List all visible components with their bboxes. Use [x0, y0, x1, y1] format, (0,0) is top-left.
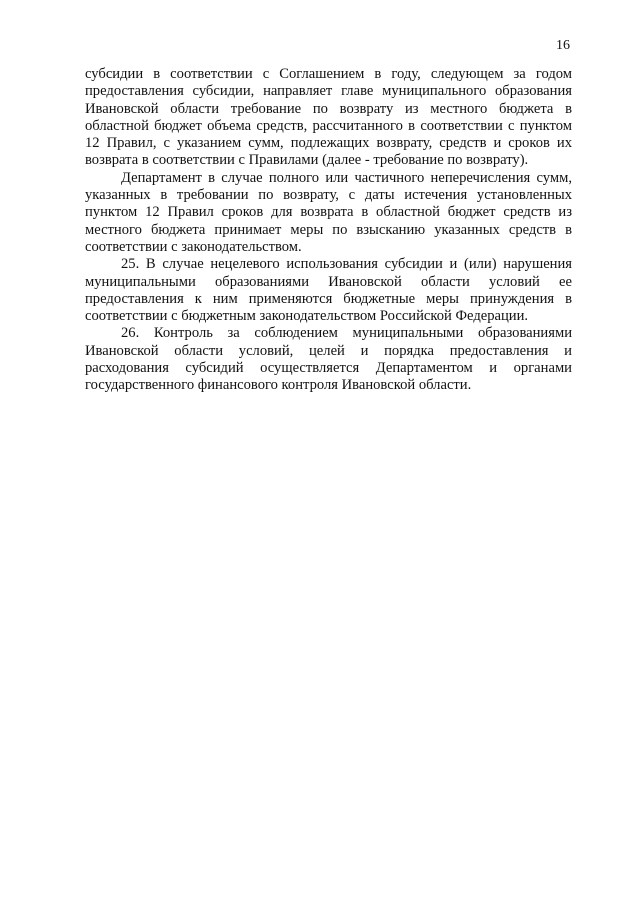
paragraph-department-recovery: Департамент в случае полного или частичного неперечисления сумм, указанных в требовании по возврату, с даты истечения установленных пунктом 12 Правил сроков для возврата в областной бюджет средств из местного бюджета принимает меры по взысканию указанных средств в соответствии с законодательством.	[85, 169, 572, 255]
document-body	[85, 66, 572, 395]
paragraph-26-control: 26. Контроль за соблюдением муниципальными образованиями Ивановской области условий, целей и порядка предоставления и расходования субсидий осуществляется Департаментом и органами государственного финансового контроля Ивановской области.	[85, 325, 572, 394]
paragraph-continuation: субсидии в соответствии с Соглашением в году, следующем за годом предоставления субсидии, направляет главе муниципального образования Ивановской области требование по возврату из местного бюджета в областной бюджет объема средств, рассчитанного в соответствии с пунктом 12 Правил, с указанием сумм, подлежащих возврату, средств и сроков их возврата в соответствии с Правилами (далее - требование по возврату).	[85, 66, 572, 169]
page-number: 16	[556, 38, 570, 53]
paragraph-25-misuse: 25. В случае нецелевого использования субсидии и (или) нарушения муниципальными образованиями Ивановской области условий ее предоставления к ним применяются бюджетные меры принуждения в соответствии с бюджетным законодательством Российской Федерации.	[85, 256, 572, 325]
